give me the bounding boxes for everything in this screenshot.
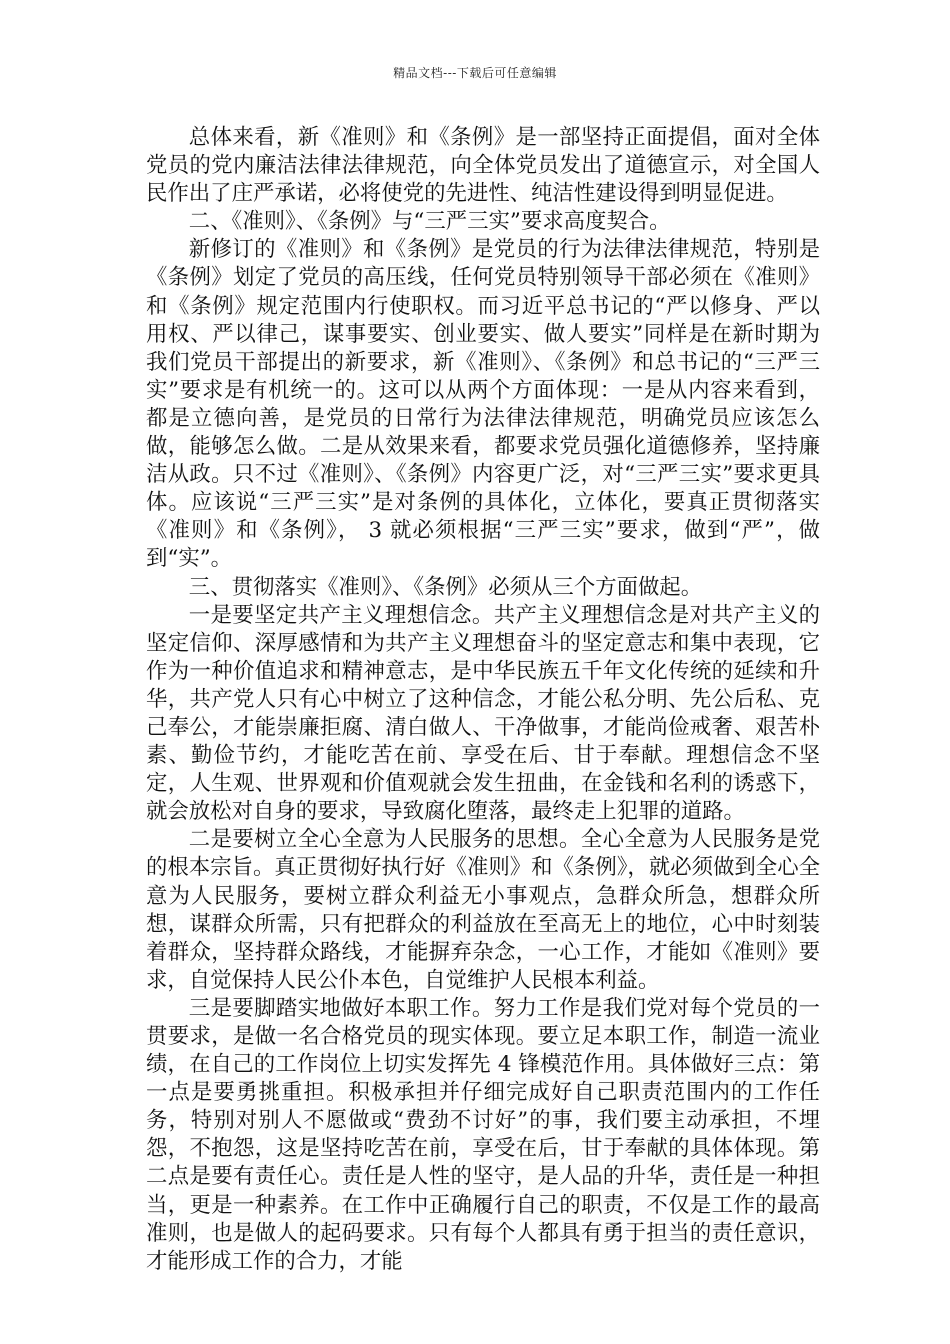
section-heading-3: 三、贯彻落实《准则》、《条例》必须从三个方面做起。 [188, 574, 703, 600]
page-header: 精品文档---下载后可任意编辑 [393, 66, 557, 80]
paragraph-point-1: 一是要坚定共产主义理想信念。共产主义理想信念是对共产主义的坚定信仰、深厚感情和为共产主义理想奋斗的坚定意志和集中表现，它作为一种价值追求和精神意志，是中华民族五千年文化传统的延续和升华，共产党人只有心中树立了这种信念，才能公私分明、先公后私、克己奉公，才能崇廉拒腐、清白做人、干净做事，才能尚俭戒奢、艰苦朴素、勤俭节约，才能吃苦在前、享受在后、甘于奉献。理想信念不坚定，人生观、世界观和价值观就会发生扭曲，在金钱和名利的诱惑下，就会放松对自身的要求，导致腐化堕落，最终走上犯罪的道路。 [146, 602, 820, 825]
paragraph-point-2: 二是要树立全心全意为人民服务的思想。全心全意为人民服务是党的根本宗旨。真正贯彻好执行好《准则》和《条例》，就必须做到全心全意为人民服务，要树立群众利益无小事观点，急群众所急，想群众所想，谋群众所需，只有把群众的利益放在至高无上的地位，心中时刻装着群众，坚持群众路线，才能摒弃杂念，一心工作，才能如《准则》要求，自觉保持人民公仆本色，自觉维护人民根本利益。 [146, 827, 820, 993]
paragraph-point-3: 三是要脚踏实地做好本职工作。努力工作是我们党对每个党员的一贯要求，是做一名合格党员的现实体现。要立足本职工作，制造一流业绩，在自己的工作岗位上切实发挥先 4 锋模范作用。具体做好三点：第一点是要勇挑重担。积极承担并仔细完成好自己职责范围内的工作任务，特别对别人不愿做或“费劲不讨好”的事，我们要主动承担，不埋怨，不抱怨，这是坚持吃苦在前，享受在后，甘于奉献的具体体现。第二点是要有责任心。责任是人性的坚守，是人品的升华，责任是一种担当，更是一种素养。在工作中正确履行自己的职责，不仅是工作的最高准则，也是做人的起码要求。只有每个人都具有勇于担当的责任意识，才能形成工作的合力，才能 [146, 995, 820, 1274]
document-body [146, 124, 820, 1276]
paragraph-summary: 总体来看，新《准则》和《条例》是一部坚持正面提倡，面对全体党员的党内廉洁法律法律规范，向全体党员发出了道德宣示，对全国人民作出了庄严承诺，必将使党的先进性、纯洁性建设得到明显促进。 [146, 125, 820, 207]
section-heading-2: 二、《准则》、《条例》与“三严三实”要求高度契合。 [188, 209, 671, 235]
paragraph-section-2: 新修订的《准则》和《条例》是党员的行为法律法律规范，特别是《条例》划定了党员的高压线，任何党员特别领导干部必须在《准则》和《条例》规定范围内行使职权。而习近平总书记的“严以修身、严以用权、严以律己，谋事要实、创业要实、做人要实”同样是在新时期为我们党员干部提出的新要求，新《准则》、《条例》和总书记的“三严三实”要求是有机统一的。这可以从两个方面体现：一是从内容来看到，都是立德向善，是党员的日常行为法律法律规范，明确党员应该怎么做，能够怎么做。二是从效果来看，都要求党员强化道德修养，坚持廉洁从政。只不过《准则》、《条例》内容更广泛，对“三严三实”要求更具体。应该说“三严三实”是对条例的具体化，立体化，要真正贯彻落实《准则》和《条例》， 3 就必须根据“三严三实”要求，做到“严”，做到“实”。 [146, 237, 820, 572]
